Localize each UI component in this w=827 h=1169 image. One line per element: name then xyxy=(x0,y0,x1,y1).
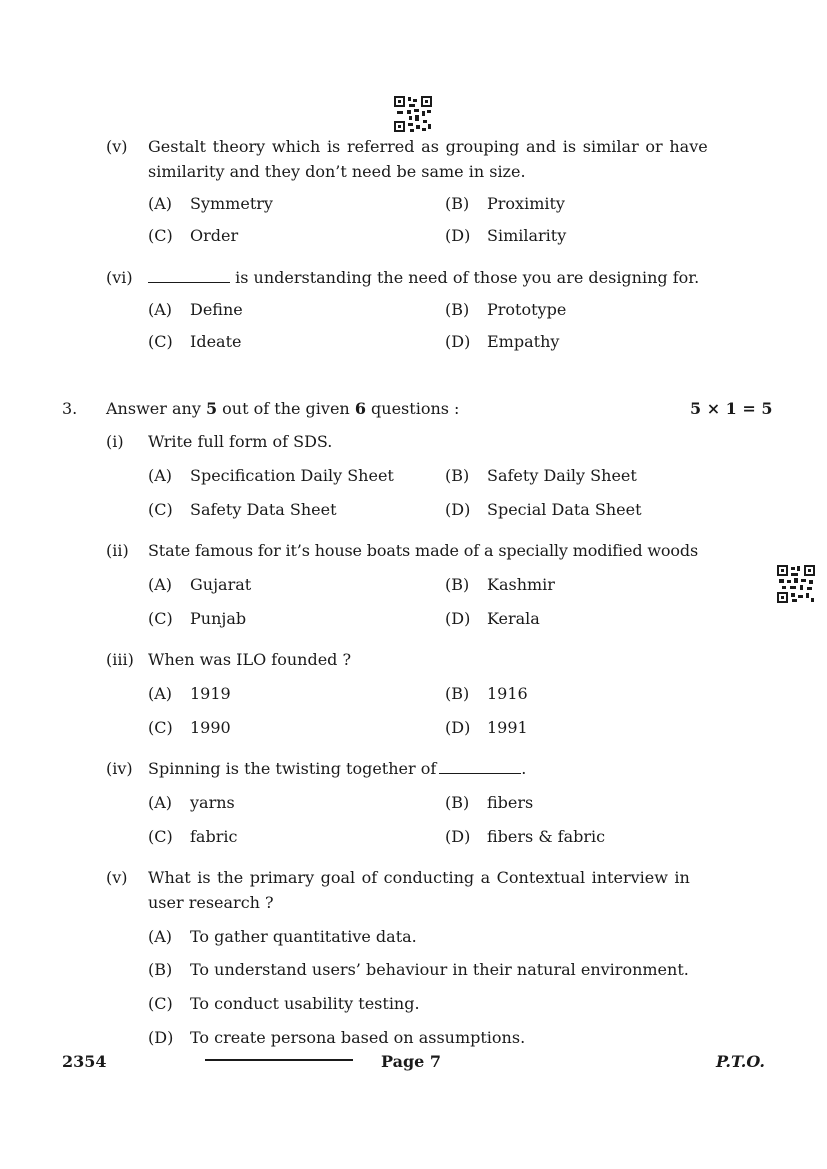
option-b: (B) Kashmir xyxy=(445,575,555,594)
option-d: (D) 1991 xyxy=(445,718,528,737)
answer-blank xyxy=(439,759,521,774)
option-d: (D) Similarity xyxy=(445,226,567,245)
option-d: (D) To create persona based on assumptions. xyxy=(148,1028,526,1047)
option-b: (B) Proximity xyxy=(445,194,565,213)
question-number: 3. xyxy=(62,399,78,418)
question-number: (ii) xyxy=(106,541,129,560)
option-c: (C) To conduct usability testing. xyxy=(148,994,420,1013)
option-d: (D) Special Data Sheet xyxy=(445,500,642,519)
pto-label: P.T.O. xyxy=(716,1052,765,1071)
option-c: (C) Order xyxy=(148,226,239,245)
option-a: (A) Gujarat xyxy=(148,575,252,594)
question-text: State famous for it’s house boats made of a specially modified woods xyxy=(148,541,699,560)
option-a: (A) Symmetry xyxy=(148,194,273,213)
option-a: (A) 1919 xyxy=(148,684,231,703)
question-text: Gestalt theory which is referred as grouping and is similar or have xyxy=(148,137,708,156)
question-number: (vi) xyxy=(106,268,133,287)
option-b: (B) Prototype xyxy=(445,300,567,319)
question-number: (v) xyxy=(106,137,128,156)
option-c: (C) fabric xyxy=(148,827,238,846)
option-c: (C) 1990 xyxy=(148,718,231,737)
question-text: is understanding the need of those you are designing for. xyxy=(148,268,699,287)
question-number: (iii) xyxy=(106,650,134,669)
option-c: (C) Safety Data Sheet xyxy=(148,500,337,519)
option-d: (D) fibers & fabric xyxy=(445,827,606,846)
page-number: Page 7 xyxy=(381,1052,442,1071)
question-text: user research ? xyxy=(148,893,274,912)
question-text: Spinning is the twisting together of . xyxy=(148,759,527,778)
question-number: (i) xyxy=(106,432,124,451)
option-c: (C) Punjab xyxy=(148,609,247,628)
option-d: (D) Empathy xyxy=(445,332,560,351)
marks-allocation: 5 × 1 = 5 xyxy=(690,399,773,418)
option-d: (D) Kerala xyxy=(445,609,540,628)
question-number: (iv) xyxy=(106,759,133,778)
paper-code: 2354 xyxy=(62,1052,107,1071)
option-b: (B) 1916 xyxy=(445,684,528,703)
answer-blank xyxy=(148,268,230,283)
question-text: What is the primary goal of conducting a Contextual interview in xyxy=(148,868,690,887)
option-a: (A) Specification Daily Sheet xyxy=(148,466,394,485)
option-b: (B) Safety Daily Sheet xyxy=(445,466,637,485)
option-b: (B) To understand users’ behaviour in their natural environment. xyxy=(148,960,689,979)
section-instruction: Answer any 5 out of the given 6 questions : xyxy=(106,399,460,418)
option-a: (A) yarns xyxy=(148,793,235,812)
option-c: (C) Ideate xyxy=(148,332,242,351)
option-a: (A) To gather quantitative data. xyxy=(148,927,417,946)
qr-code-side xyxy=(777,565,815,603)
question-number: (v) xyxy=(106,868,128,887)
question-text: When was ILO founded ? xyxy=(148,650,352,669)
question-text: similarity and they don’t need be same in size. xyxy=(148,162,526,181)
qr-code-top xyxy=(394,96,432,132)
question-text: Write full form of SDS. xyxy=(148,432,333,451)
option-b: (B) fibers xyxy=(445,793,534,812)
footer-divider xyxy=(205,1059,353,1061)
option-a: (A) Define xyxy=(148,300,243,319)
